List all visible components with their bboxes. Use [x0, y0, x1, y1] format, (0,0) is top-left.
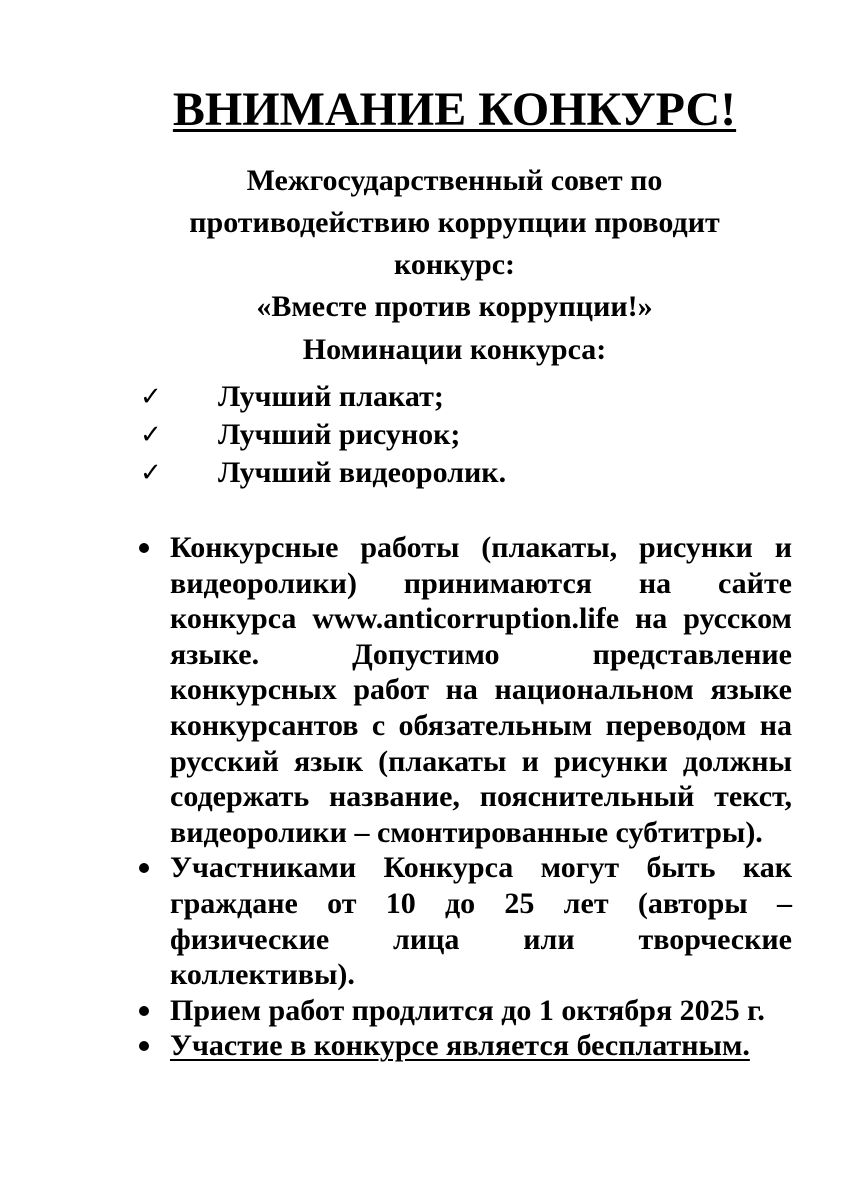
checkmark-icon: ✓: [140, 382, 162, 412]
rule-text: Прием работ продлится до 1 октября 2025 г.: [170, 993, 765, 1027]
rule-item: [130, 993, 792, 1029]
page-title: ВНИМАНИЕ КОНКУРС!: [172, 83, 737, 136]
rule-item: [130, 530, 792, 850]
bullet-dot-icon: [139, 1006, 149, 1016]
rule-text: Конкурсные работы (плакаты, рисунки и видеоролики) принимаются на сайте конкурса www.anticorruption.life на русском языке. Допустимо представление конкурсных работ на национальном языке конкурсантов с обязательным переводом на русский язык (плакаты и рисунки должны содержать название, пояснительный текст, видеоролики – смонтированные субтитры).: [170, 531, 792, 849]
rules-list: [130, 530, 792, 1064]
nominations-heading: Номинации конкурса:: [302, 333, 607, 366]
rule-text: Участие в конкурсе является бесплатным.: [170, 1029, 750, 1063]
nominations-list: [140, 378, 506, 492]
nomination-label: Лучший плакат;: [218, 380, 444, 413]
checkmark-icon: ✓: [140, 420, 162, 450]
nomination-item: [140, 416, 506, 454]
bullet-dot-icon: [139, 863, 149, 873]
nomination-item: [140, 454, 506, 492]
rule-item: [130, 850, 792, 992]
rule-item: [130, 1028, 792, 1064]
nomination-item: [140, 378, 506, 416]
intro-block: [0, 160, 849, 328]
bullet-dot-icon: [139, 543, 149, 553]
intro-line: Межгосударственный совет по: [246, 164, 663, 197]
contest-name: «Вместе против коррупции!»: [256, 290, 653, 323]
checkmark-icon: ✓: [140, 458, 162, 488]
bullet-dot-icon: [139, 1041, 149, 1051]
intro-line: конкурс:: [393, 248, 516, 281]
intro-line: противодействию коррупции проводит: [189, 206, 720, 239]
nomination-label: Лучший рисунок;: [218, 418, 461, 451]
nomination-label: Лучший видеоролик.: [218, 456, 507, 489]
rule-text: Участниками Конкурса могут быть как граждане от 10 до 25 лет (авторы – физические лица или творческие коллективы).: [170, 851, 792, 992]
